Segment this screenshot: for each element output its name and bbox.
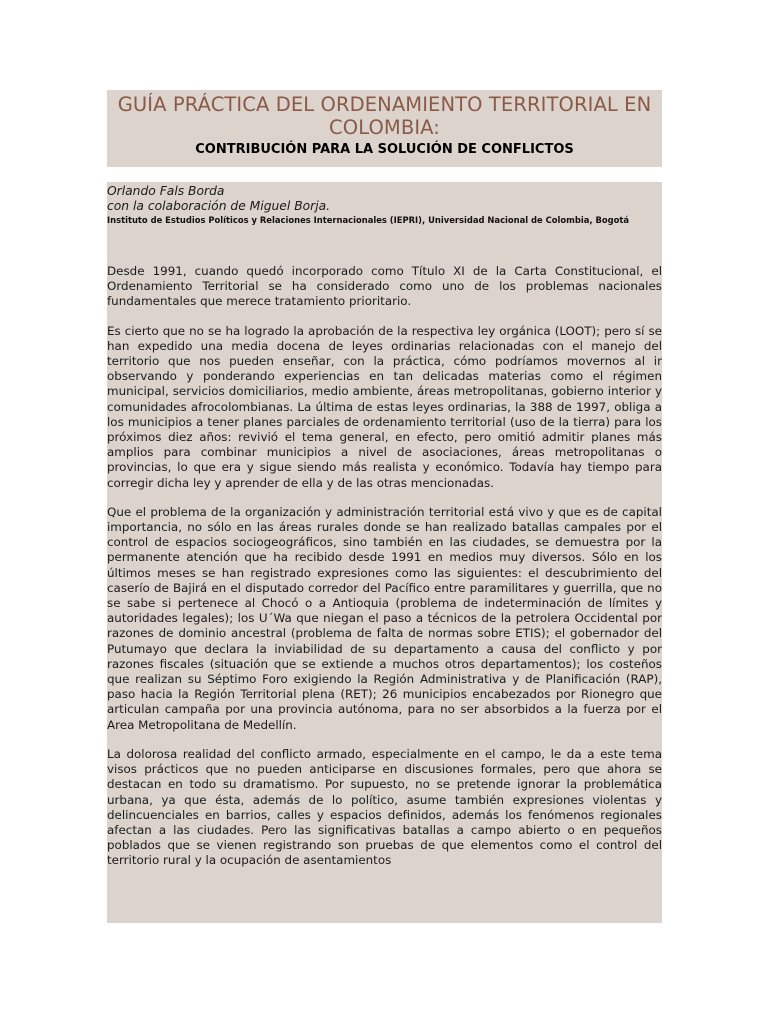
document-body (107, 182, 662, 923)
document-subtitle: CONTRIBUCIÓN PARA LA SOLUCIÓN DE CONFLICTOS (195, 142, 574, 157)
paragraph-3: Que el problema de la organización y administración territorial está vivo y que es de capital importancia, no sólo en las áreas rurales donde se han realizado batallas campales por el control de espacios sociogeográficos, sino también en las ciudades, se demuestra por la permanente atención que ha recibido desde 1991 en medios muy diversos. Sólo en los últimos meses se han registrado expresiones como las siguientes: el descubrimiento del caserío de Bajirá en el disputado corredor del Pacífico entre paramilitares y guerrilla, que no se sabe si pertenece al Chocó o a Antioquia (problema de indeterminación de límites y autoridades legales); los U´Wa que niegan el paso a técnicos de la petrolera Occidental por razones de dominio ancestral (problema de falta de normas sobre ETIS); el gobernador del Putumayo que declara la inviabilidad de su departamento a causa del conflicto y por razones fiscales (situación que se extiende a muchos otros departamentos); los costeños que realizan su Séptimo Foro exigiendo la Región Administrativa y de Planificación (RAP), paso hacia la Región Territorial plena (RET); 26 municipios encabezados por Rionegro que articulan campaña por una provincia autónoma, para no ser absorbidos a la fuerza por el Area Metropolitana de Medellín. (107, 504, 662, 732)
institute-affiliation: Instituto de Estudios Políticos y Relaciones Internacionales (IEPRI), Universidad Nacional de Colombia, Bogotá (107, 215, 630, 225)
paragraph-4: La dolorosa realidad del conflicto armado, especialmente en el campo, le da a este tema visos prácticos que no pueden anticiparse en discusiones formales, pero que ahora se destacan en todo su dramatismo. Por supuesto, no se pretende ignorar la problemática urbana, ya que ésta, además de lo político, asume también expresiones violentas y delincuenciales en barrios, calles y espacios definidos, además los fenómenos regionales afectan a las ciudades. Pero las significativas batallas a campo abierto o en pequeños poblados que se vienen registrando son pruebas de que elementos como el control del territorio rural y la ocupación de asentamientos (107, 746, 662, 868)
document-title: GUÍA PRÁCTICA DEL ORDENAMIENTO TERRITORIAL EN COLOMBIA: (117, 93, 652, 139)
paragraph-1: Desde 1991, cuando quedó incorporado como Título XI de la Carta Constitucional, el Ordenamiento Territorial se ha considerado como uno de los problemas nacionales fundamentales que merece tratamiento prioritario. (107, 264, 662, 309)
title-block (107, 90, 662, 167)
author-name: Orlando Fals Borda (107, 184, 225, 198)
paragraph-2: Es cierto que no se ha logrado la aprobación de la respectiva ley orgánica (LOOT); pero sí se han expedido una media docena de leyes ordinarias relacionadas con el manejo del territorio que nos pueden enseñar, con la práctica, cómo podríamos movernos al ir observando y ponderando experiencias en tan delicadas materias como el régimen municipal, servicios domiciliarios, medio ambiente, áreas metropolitanas, gobierno interior y comunidades afrocolombianas. La última de estas leyes ordinarias, la 388 de 1997, obliga a los municipios a tener planes parciales de ordenamiento territorial (uso de la tierra) para los próximos diez años: revivió el tema general, en efecto, pero omitió admitir planes más amplios para combinar municipios a nivel de asociaciones, áreas metropolitanas o provincias, lo que era y sigue siendo más realista y económico. Todavía hay tiempo para corregir dicha ley y aprender de ella y de las otras mencionadas. (107, 323, 662, 490)
collaboration-line: con la colaboración de Miguel Borja. (107, 199, 331, 213)
